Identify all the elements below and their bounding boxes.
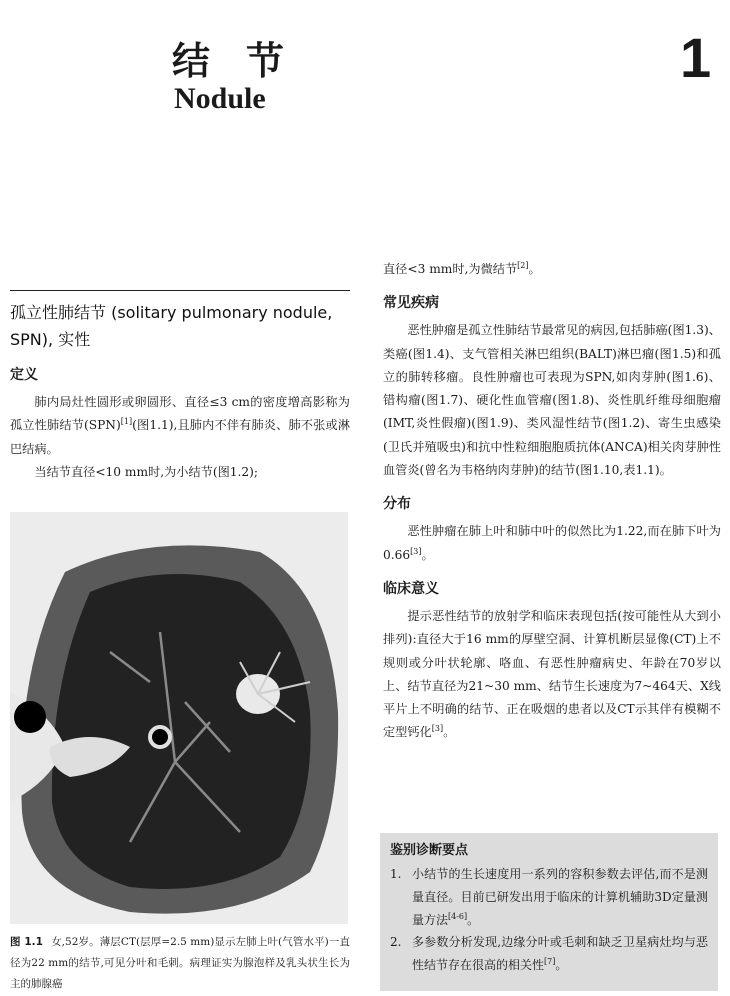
chapter-number: 1	[680, 26, 712, 89]
definition-paragraph-1: 肺内局灶性圆形或卵圆形、直径≤3 cm的密度增高影称为孤立性肺结节(SPN)[1](图1.1),且肺内不伴有肺炎、肺不张或淋巴结病。	[10, 395, 350, 456]
reference-marker[interactable]: [3]	[431, 724, 444, 734]
reference-marker[interactable]: [4-6]	[448, 911, 468, 921]
box-title: 鉴别诊断要点	[390, 843, 469, 858]
differential-diagnosis-box	[380, 833, 718, 991]
section-title: 孤立性肺结节 (solitary pulmonary nodule, SPN), 实性	[10, 303, 333, 349]
definition-paragraph-2: 当结节直径<10 mm时,为小结节(图1.2);	[34, 464, 259, 479]
box-list	[390, 863, 708, 977]
right-column	[383, 258, 721, 745]
list-number: 1.	[390, 867, 402, 881]
figure-number: 图 1.1	[10, 936, 43, 948]
left-column	[10, 290, 350, 484]
figure-caption-text: 女,52岁。薄层CT(层厚=2.5 mm)显示左肺上叶(气管水平)一直径为22 mm的结节,可见分叶和毛刺。病理证实为腺泡样及乳头状生长为主的肺腺癌	[10, 936, 350, 990]
common-diseases-paragraph: 恶性肿瘤是孤立性肺结节最常见的病因,包括肺癌(图1.3)、类癌(图1.4)、支气管相关淋巴组织(BALT)淋巴瘤(图1.5)和孤立的肺转移瘤。良性肿瘤也可表现为SPN,如肉芽肿(图1.6)、错构瘤(图1.7)、硬化性血管瘤(图1.8)、炎性肌纤维母细胞瘤(IMT,炎性假瘤)(图1.9)、类风湿性结节(图1.2)、寄生虫感染(卫氏并殖吸虫)和抗中性粒细胞胞质抗体(ANCA)相关肉芽肿性血管炎(曾名为韦格纳肉芽肿)的结节(图1.10,表1.1)。	[383, 323, 721, 478]
reference-marker[interactable]: [3]	[410, 546, 422, 556]
distribution-heading: 分布	[383, 496, 411, 513]
ct-scan-image	[10, 512, 348, 924]
continuation-paragraph: 直径<3 mm时,为微结节[2]。	[383, 260, 541, 276]
reference-marker[interactable]: [2]	[517, 260, 529, 270]
distribution-paragraph: 恶性肿瘤在肺上叶和肺中叶的似然比为1.22,而在肺下叶为0.66[3]。	[383, 524, 721, 562]
reference-marker[interactable]: [7]	[544, 957, 556, 967]
clinical-significance-heading: 临床意义	[383, 580, 439, 597]
box-list-item: 1. 小结节的生长速度用一系列的容积参数去评估,而不是测量直径。目前已研发出用于临床的计算机辅助3D定量测量方法[4-6]。	[390, 863, 708, 931]
figure-caption	[10, 932, 350, 995]
reference-marker[interactable]: [1]	[120, 417, 133, 427]
chapter-title-cn: 结节	[172, 39, 321, 83]
common-diseases-heading: 常见疾病	[383, 295, 439, 312]
clinical-significance-paragraph: 提示恶性结节的放射学和临床表现包括(按可能性从大到小排列):直径大于16 mm的厚壁空洞、计算机断层显像(CT)上不规则或分叶状轮廓、咯血、有恶性肿瘤病史、年龄在70岁以上、结节直径为21~30 mm、结节生长速度为7~464天、X线平片上不明确的结节、正在吸烟的患者以及CT示其伴有模糊不定型钙化[3]。	[383, 608, 721, 740]
list-number: 2.	[390, 935, 402, 950]
chapter-title-en: Nodule	[174, 82, 266, 115]
definition-heading: 定义	[10, 367, 38, 383]
section-rule	[10, 290, 350, 291]
ct-scan-illustration	[10, 512, 348, 924]
box-list-item: 2. 多参数分析发现,边缘分叶或毛刺和缺乏卫星病灶均与恶性结节存在很高的相关性[7]。	[390, 931, 708, 977]
